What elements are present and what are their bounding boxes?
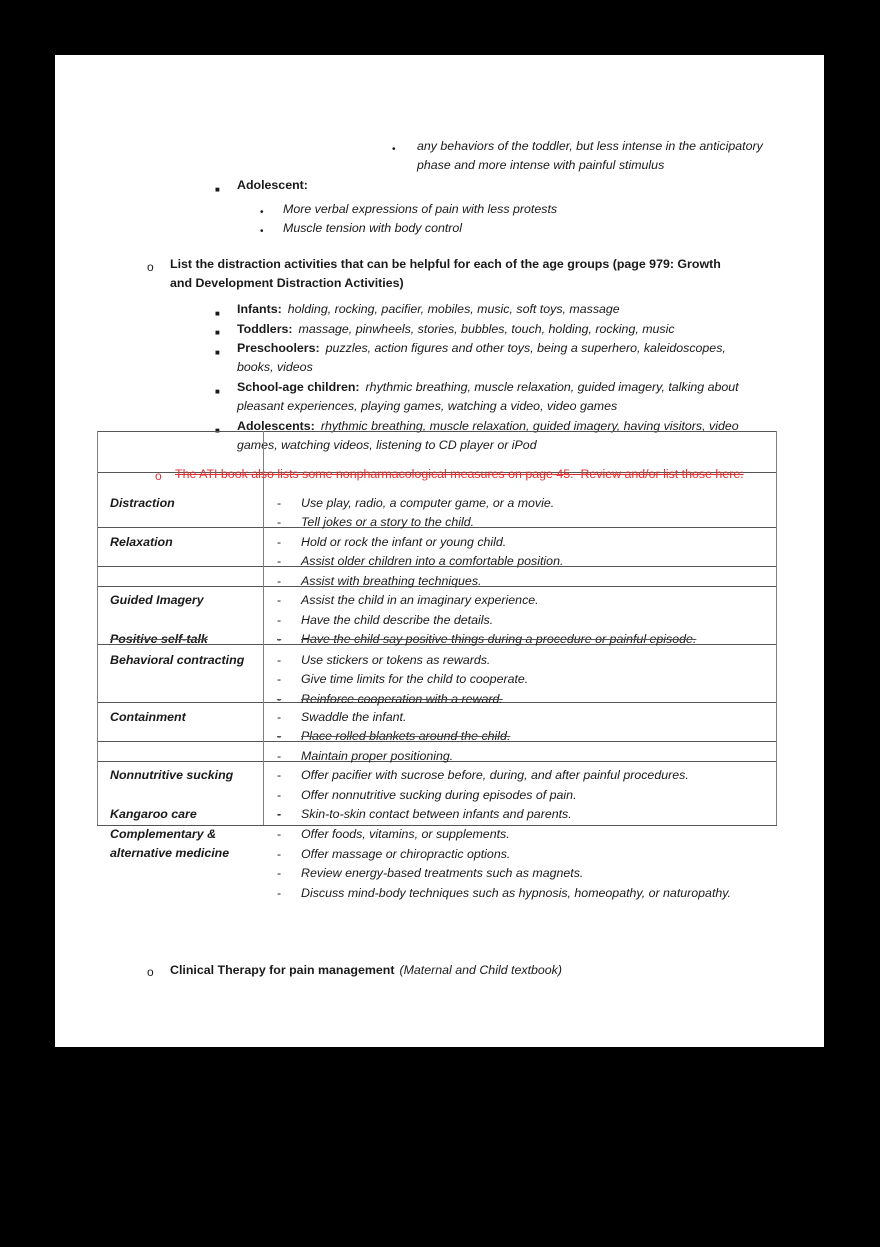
table-item: Give time limits for the child to cooperate. <box>301 672 529 686</box>
age-group-school-age-label: School-age children: <box>237 380 360 394</box>
table-item: Discuss mind-body techniques such as hypnosis, homeopathy, or naturopathy. <box>301 886 732 900</box>
table-item: Use stickers or tokens as rewards. <box>301 653 491 667</box>
table-dash: - <box>277 827 282 841</box>
square-bullet-icon: ■ <box>215 348 220 357</box>
table-row-label-distraction: Distraction <box>110 496 175 510</box>
square-bullet-icon: ■ <box>215 185 220 194</box>
age-group-infants <box>237 300 620 319</box>
disc-bullet-icon: • <box>260 226 264 237</box>
square-bullet-icon: ■ <box>215 309 220 318</box>
square-bullet-icon: ■ <box>215 328 220 337</box>
table-row-label-complementary-alternative-medicine: Complementary & alternative medicine <box>110 827 230 861</box>
footer-heading-italic: (Maternal and Child textbook) <box>399 963 563 977</box>
circle-bullet-icon: o <box>147 260 154 274</box>
table-item: Maintain proper positioning. <box>301 749 454 763</box>
table-dash: - <box>277 749 282 763</box>
question-heading-distraction-activities: List the distraction activities that can be helpful for each of the age groups (page 979: Growth and Development Distraction Activities) <box>170 257 721 291</box>
age-group-preschoolers <box>237 339 747 378</box>
age-group-infants-label: Infants: <box>237 302 282 316</box>
table-item: Have the child describe the details. <box>301 613 494 627</box>
table-row-label-relaxation: Relaxation <box>110 535 173 549</box>
age-group-preschoolers-label: Preschoolers: <box>237 341 320 355</box>
table-item: Swaddle the infant. <box>301 710 407 724</box>
disc-bullet-icon: • <box>392 144 396 155</box>
circle-bullet-icon: o <box>155 469 162 483</box>
age-group-adolescents-text: rhythmic breathing, muscle relaxation, guided imagery, having visitors, video games, watching videos, listening to CD player or iPod <box>237 419 739 453</box>
table-item: Reinforce cooperation with a reward. <box>301 692 503 706</box>
table-dash: - <box>277 788 282 802</box>
table-item: Offer massage or chiropractic options. <box>301 847 511 861</box>
table-row-label-behavioral-contracting: Behavioral contracting <box>110 653 245 667</box>
table-dash: - <box>277 807 282 821</box>
footer-heading-clinical-therapy <box>170 961 562 980</box>
table-dash: - <box>277 554 282 568</box>
table-item: Assist the child in an imaginary experience. <box>301 593 539 607</box>
table-dash: - <box>277 866 282 880</box>
table-item: Use play, radio, a computer game, or a movie. <box>301 496 555 510</box>
document-page <box>55 55 824 1047</box>
adolescent-label: Adolescent: <box>237 178 308 192</box>
table-dash: - <box>277 535 282 549</box>
age-group-preschoolers-text: puzzles, action figures and other toys, being a superhero, kaleidoscopes, books, videos <box>237 341 726 375</box>
table-item: Assist with breathing techniques. <box>301 574 482 588</box>
table-dash: - <box>277 496 282 510</box>
table-item: Assist older children into a comfortable position. <box>301 554 564 568</box>
table-column-divider <box>263 431 264 825</box>
table-dash: - <box>277 886 282 900</box>
table-dash: - <box>277 593 282 607</box>
table-item: Offer foods, vitamins, or supplements. <box>301 827 510 841</box>
table-dash: - <box>277 768 282 782</box>
age-group-adolescents-label: Adolescents: <box>237 419 315 433</box>
ati-note-text: The ATI book also lists some nonpharmacological measures on page 45. Review and/or list those here: <box>175 467 744 481</box>
top-bullet-toddler-behaviors: any behaviors of the toddler, but less intense in the anticipatory phase and more intense with painful stimulus <box>417 139 763 173</box>
age-group-infants-text: holding, rocking, pacifier, mobiles, music, soft toys, massage <box>287 302 620 316</box>
table-item: Offer pacifier with sucrose before, during, and after painful procedures. <box>301 768 689 782</box>
table-dash: - <box>277 692 282 706</box>
age-group-toddlers-text: massage, pinwheels, stories, bubbles, touch, holding, rocking, music <box>298 322 675 336</box>
disc-bullet-icon: • <box>260 207 264 218</box>
table-row-label-containment: Containment <box>110 710 186 724</box>
table-item: Tell jokes or a story to the child. <box>301 515 475 529</box>
table-row-label-positive-self-talk: Positive self-talk <box>110 632 208 646</box>
table-dash: - <box>277 653 282 667</box>
table-border-right <box>776 431 777 825</box>
table-border-top <box>97 431 777 432</box>
table-item: Skin-to-skin contact between infants and parents. <box>301 807 572 821</box>
table-item: Hold or rock the infant or young child. <box>301 535 507 549</box>
table-row-label-nonnutritive-sucking: Nonnutritive sucking <box>110 768 234 782</box>
table-row-label-kangaroo-care: Kangaroo care <box>110 807 197 821</box>
table-row-label-guided-imagery: Guided Imagery <box>110 593 204 607</box>
table-item: Have the child say positive things during a procedure or painful episode. <box>301 632 697 646</box>
table-dash: - <box>277 847 282 861</box>
age-group-school-age-text: rhythmic breathing, muscle relaxation, guided imagery, talking about pleasant experiences, playing games, watching a video, video games <box>237 380 739 414</box>
square-bullet-icon: ■ <box>215 426 220 435</box>
table-dash: - <box>277 729 282 743</box>
table-dash: - <box>277 632 282 646</box>
table-dash: - <box>277 515 282 529</box>
table-border-left <box>97 431 98 825</box>
table-dash: - <box>277 672 282 686</box>
age-group-school-age <box>237 378 777 417</box>
table-item: Place rolled blankets around the child. <box>301 729 511 743</box>
table-dash: - <box>277 710 282 724</box>
age-group-toddlers-label: Toddlers: <box>237 322 293 336</box>
circle-bullet-icon: o <box>147 965 154 979</box>
table-item: Offer nonnutritive sucking during episodes of pain. <box>301 788 577 802</box>
table-dash: - <box>277 613 282 627</box>
footer-heading-bold: Clinical Therapy for pain management <box>170 963 395 977</box>
square-bullet-icon: ■ <box>215 387 220 396</box>
table-item: Review energy-based treatments such as magnets. <box>301 866 584 880</box>
adolescent-item-muscle: Muscle tension with body control <box>283 221 463 235</box>
table-dash: - <box>277 574 282 588</box>
adolescent-item-verbal: More verbal expressions of pain with less protests <box>283 202 558 216</box>
age-group-toddlers <box>237 320 675 339</box>
